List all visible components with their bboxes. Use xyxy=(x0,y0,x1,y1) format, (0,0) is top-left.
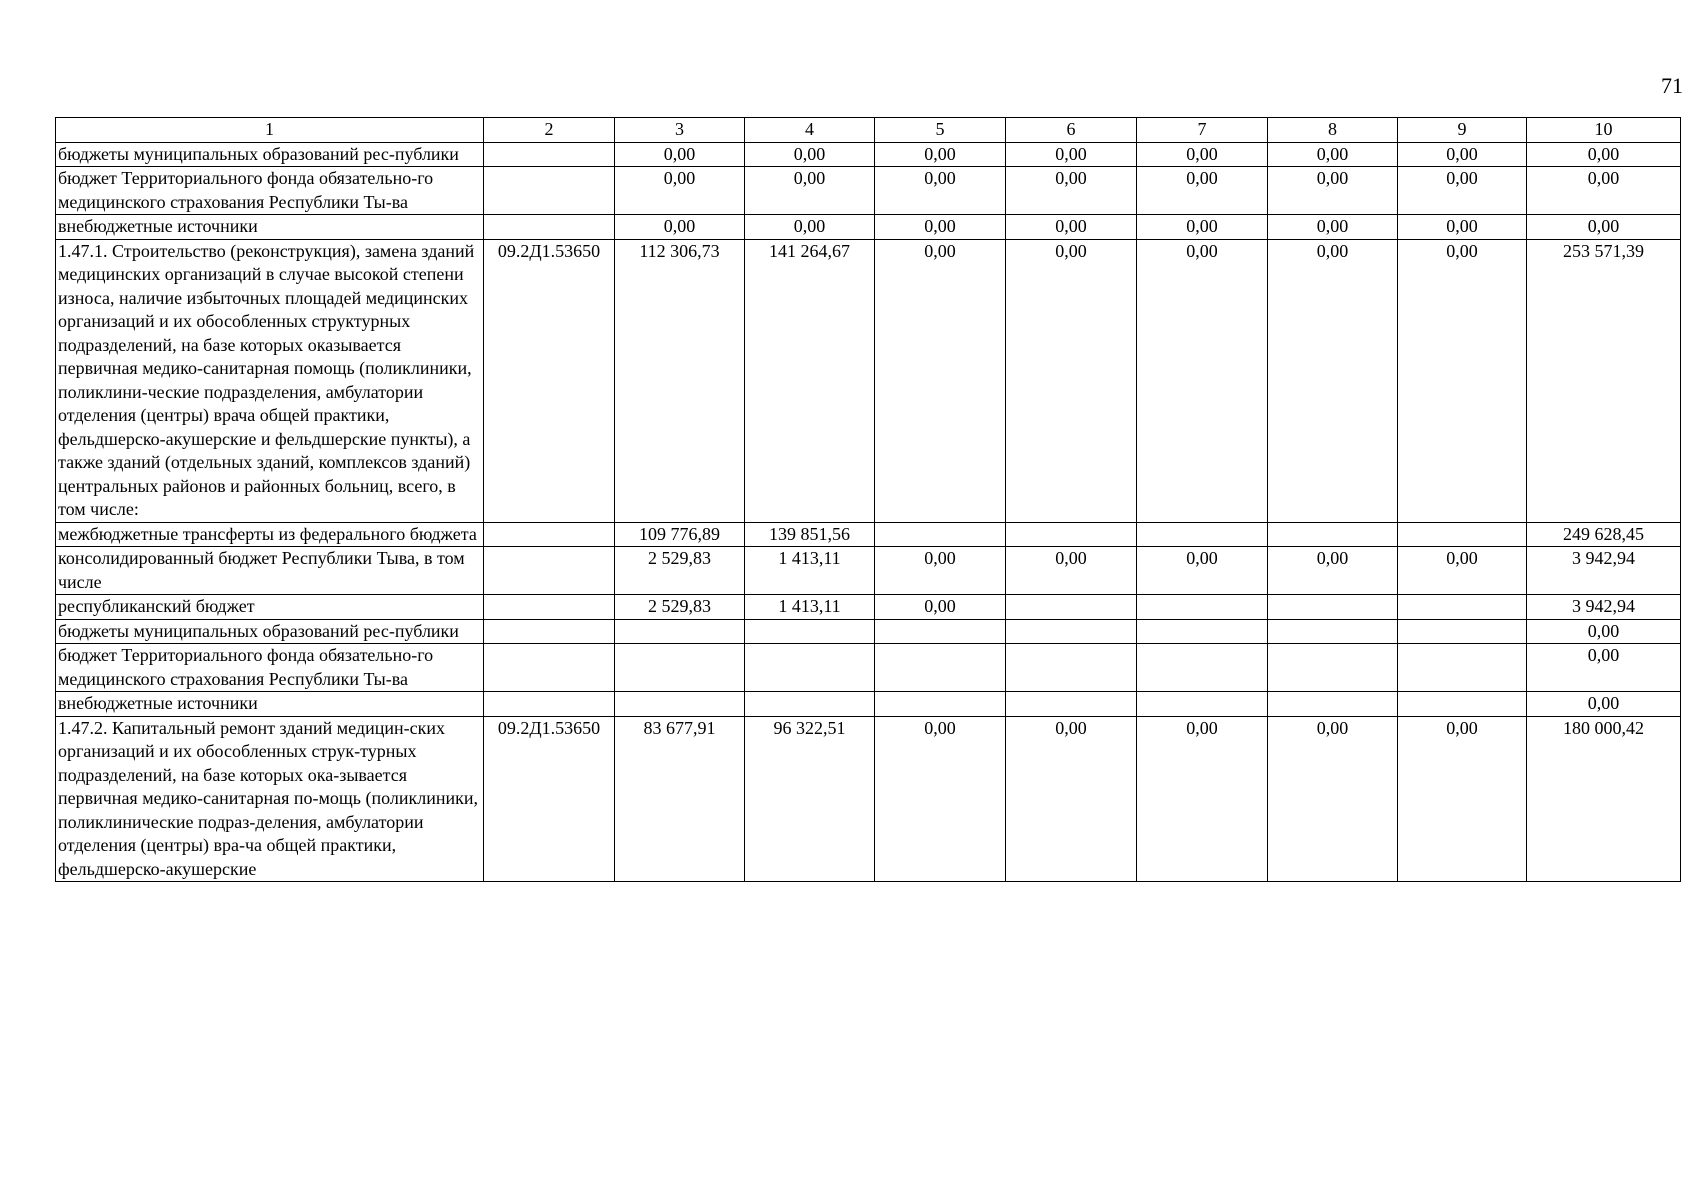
value-cell: 0,00 xyxy=(1527,142,1681,167)
row-label-cell: внебюджетные источники xyxy=(56,692,484,717)
table-row xyxy=(56,644,1681,692)
value-cell: 112 306,73 xyxy=(615,239,745,522)
column-number-8: 8 xyxy=(1268,118,1398,143)
table-row xyxy=(56,716,1681,882)
budget-table xyxy=(55,117,1681,882)
column-number-6: 6 xyxy=(1006,118,1137,143)
value-cell xyxy=(1398,644,1527,692)
value-cell: 0,00 xyxy=(1527,692,1681,717)
value-cell: 1 413,11 xyxy=(745,595,875,620)
code-cell: 09.2Д1.53650 xyxy=(484,716,615,882)
value-cell xyxy=(1398,522,1527,547)
page-number: 71 xyxy=(1661,73,1683,98)
table-header-row xyxy=(56,118,1681,143)
value-cell xyxy=(1268,595,1398,620)
value-cell: 0,00 xyxy=(1398,167,1527,215)
row-label-cell: бюджет Территориального фонда обязательно-го медицинского страхования Республики Ты-ва xyxy=(56,167,484,215)
value-cell: 0,00 xyxy=(1268,142,1398,167)
value-cell xyxy=(1137,692,1268,717)
value-cell: 0,00 xyxy=(1006,142,1137,167)
value-cell xyxy=(1006,692,1137,717)
value-cell: 0,00 xyxy=(1268,215,1398,240)
value-cell: 0,00 xyxy=(1137,547,1268,595)
code-cell: 09.2Д1.53650 xyxy=(484,239,615,522)
table-row xyxy=(56,595,1681,620)
value-cell: 0,00 xyxy=(1398,215,1527,240)
column-number-4: 4 xyxy=(745,118,875,143)
value-cell: 0,00 xyxy=(1268,547,1398,595)
table-row xyxy=(56,239,1681,522)
value-cell: 0,00 xyxy=(875,716,1006,882)
value-cell: 0,00 xyxy=(1006,167,1137,215)
value-cell xyxy=(1268,619,1398,644)
value-cell: 180 000,42 xyxy=(1527,716,1681,882)
value-cell xyxy=(745,619,875,644)
value-cell: 0,00 xyxy=(1137,239,1268,522)
table-row xyxy=(56,619,1681,644)
value-cell: 0,00 xyxy=(1006,716,1137,882)
row-label-cell: 1.47.2. Капитальный ремонт зданий медицин-ских организаций и их обособленных струк-турных подразделений, на базе которых ока-зывается первичная медико-санитарная по-мощь (поликлиники, поликлинические подраз-деления, амбулатории отделения (центры) вра-ча общей практики, фельдшерско-акушерские xyxy=(56,716,484,882)
value-cell: 0,00 xyxy=(1137,167,1268,215)
value-cell: 0,00 xyxy=(745,142,875,167)
code-cell xyxy=(484,167,615,215)
row-label-cell: бюджет Территориального фонда обязательно-го медицинского страхования Республики Ты-ва xyxy=(56,644,484,692)
value-cell xyxy=(1006,522,1137,547)
value-cell: 109 776,89 xyxy=(615,522,745,547)
value-cell: 0,00 xyxy=(875,595,1006,620)
code-cell xyxy=(484,142,615,167)
value-cell: 1 413,11 xyxy=(745,547,875,595)
value-cell xyxy=(875,619,1006,644)
value-cell: 0,00 xyxy=(1398,142,1527,167)
value-cell: 0,00 xyxy=(1268,239,1398,522)
code-cell xyxy=(484,595,615,620)
value-cell: 0,00 xyxy=(745,167,875,215)
value-cell xyxy=(1137,644,1268,692)
table-row xyxy=(56,692,1681,717)
value-cell xyxy=(745,644,875,692)
value-cell: 3 942,94 xyxy=(1527,595,1681,620)
value-cell: 0,00 xyxy=(1527,644,1681,692)
value-cell xyxy=(1006,595,1137,620)
value-cell: 0,00 xyxy=(1006,215,1137,240)
value-cell: 0,00 xyxy=(1398,716,1527,882)
table-row xyxy=(56,215,1681,240)
value-cell: 0,00 xyxy=(1268,716,1398,882)
value-cell: 0,00 xyxy=(1006,547,1137,595)
value-cell xyxy=(875,644,1006,692)
row-label-cell: бюджеты муниципальных образований рес-публики xyxy=(56,142,484,167)
row-label-cell: республиканский бюджет xyxy=(56,595,484,620)
value-cell xyxy=(1137,522,1268,547)
column-number-2: 2 xyxy=(484,118,615,143)
value-cell xyxy=(1268,522,1398,547)
row-label-cell: бюджеты муниципальных образований рес-публики xyxy=(56,619,484,644)
row-label-cell: консолидированный бюджет Республики Тыва, в том числе xyxy=(56,547,484,595)
value-cell: 2 529,83 xyxy=(615,595,745,620)
column-number-5: 5 xyxy=(875,118,1006,143)
column-number-1: 1 xyxy=(56,118,484,143)
value-cell: 141 264,67 xyxy=(745,239,875,522)
value-cell: 2 529,83 xyxy=(615,547,745,595)
value-cell: 139 851,56 xyxy=(745,522,875,547)
value-cell xyxy=(615,644,745,692)
value-cell xyxy=(1398,619,1527,644)
table-row xyxy=(56,547,1681,595)
code-cell xyxy=(484,522,615,547)
value-cell: 0,00 xyxy=(1006,239,1137,522)
value-cell: 0,00 xyxy=(615,215,745,240)
value-cell: 0,00 xyxy=(1398,239,1527,522)
value-cell xyxy=(1137,595,1268,620)
value-cell: 0,00 xyxy=(615,167,745,215)
value-cell: 0,00 xyxy=(1527,215,1681,240)
column-number-10: 10 xyxy=(1527,118,1681,143)
value-cell: 0,00 xyxy=(875,215,1006,240)
value-cell xyxy=(1268,644,1398,692)
code-cell xyxy=(484,547,615,595)
value-cell: 96 322,51 xyxy=(745,716,875,882)
value-cell: 0,00 xyxy=(1398,547,1527,595)
value-cell: 0,00 xyxy=(745,215,875,240)
value-cell: 0,00 xyxy=(875,167,1006,215)
value-cell xyxy=(1006,619,1137,644)
value-cell: 249 628,45 xyxy=(1527,522,1681,547)
value-cell: 83 677,91 xyxy=(615,716,745,882)
value-cell: 0,00 xyxy=(1137,716,1268,882)
value-cell: 253 571,39 xyxy=(1527,239,1681,522)
column-number-7: 7 xyxy=(1137,118,1268,143)
code-cell xyxy=(484,692,615,717)
code-cell xyxy=(484,644,615,692)
value-cell: 0,00 xyxy=(1137,142,1268,167)
value-cell: 3 942,94 xyxy=(1527,547,1681,595)
value-cell xyxy=(1398,692,1527,717)
value-cell: 0,00 xyxy=(1527,619,1681,644)
value-cell: 0,00 xyxy=(615,142,745,167)
value-cell: 0,00 xyxy=(1527,167,1681,215)
value-cell xyxy=(875,522,1006,547)
table-row xyxy=(56,142,1681,167)
value-cell xyxy=(1398,595,1527,620)
row-label-cell: межбюджетные трансферты из федерального бюджета xyxy=(56,522,484,547)
row-label-cell: внебюджетные источники xyxy=(56,215,484,240)
value-cell xyxy=(875,692,1006,717)
value-cell: 0,00 xyxy=(875,547,1006,595)
table-row xyxy=(56,522,1681,547)
column-number-3: 3 xyxy=(615,118,745,143)
value-cell xyxy=(1137,619,1268,644)
code-cell xyxy=(484,619,615,644)
column-number-9: 9 xyxy=(1398,118,1527,143)
value-cell: 0,00 xyxy=(1137,215,1268,240)
value-cell xyxy=(745,692,875,717)
code-cell xyxy=(484,215,615,240)
value-cell xyxy=(615,692,745,717)
value-cell: 0,00 xyxy=(1268,167,1398,215)
table-row xyxy=(56,167,1681,215)
value-cell: 0,00 xyxy=(875,142,1006,167)
value-cell xyxy=(1268,692,1398,717)
row-label-cell: 1.47.1. Строительство (реконструкция), замена зданий медицинских организаций в случае высокой степени износа, наличие избыточных площадей медицинских организаций и их обособленных структурных подразделений, на базе которых оказывается первичная медико-санитарная помощь (поликлиники, поликлини-ческие подразделения, амбулатории отделения (центры) врача общей практики, фельдшерско-акушерские и фельдшерские пункты), а также зданий (отдельных зданий, комплексов зданий) центральных районов и районных больниц, всего, в том числе: xyxy=(56,239,484,522)
value-cell xyxy=(615,619,745,644)
value-cell: 0,00 xyxy=(875,239,1006,522)
value-cell xyxy=(1006,644,1137,692)
